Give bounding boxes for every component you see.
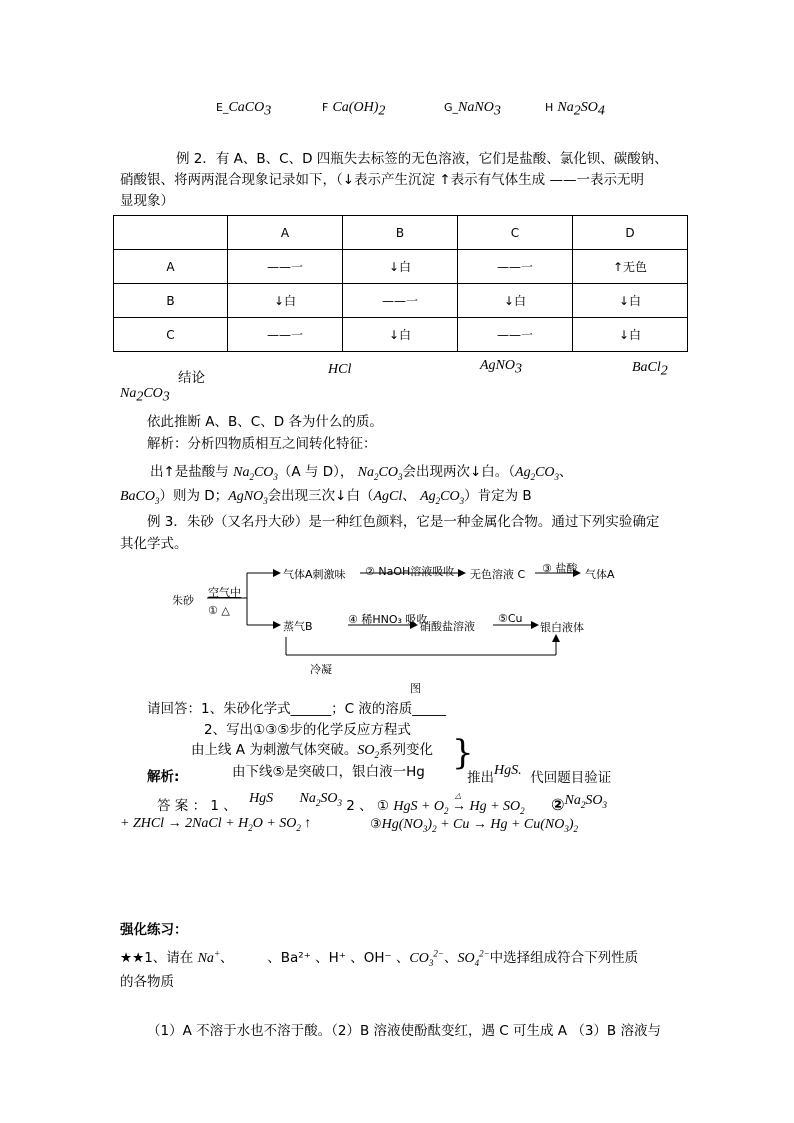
label-g: G_ (444, 101, 459, 114)
formula-caoh2: Ca(OH) (332, 100, 379, 115)
example3-line1: 例 3．朱砂（又名丹大砂）是一种红色颜料，它是一种金属化合物。通过下列实验确定 (147, 514, 660, 530)
flow-air: 空气中 (208, 586, 241, 599)
table-cell: ↓白 (343, 318, 458, 352)
flow-step4: ④ 稀HNO₃ 吸收 (348, 613, 428, 626)
table-cell: A (114, 250, 228, 284)
flow-gas-a: 气体A刺激味 (283, 568, 346, 581)
table-cell: ↓白 (573, 284, 688, 318)
hint-infer: 推出HgS. 代回题目验证 (467, 763, 612, 786)
table-cell: ——一 (228, 250, 343, 284)
flow-gas-a2: 气体A (585, 568, 615, 581)
hint-line1: 由上线 A 为刺激气体突破。$SO_2$系列变化 (191, 742, 433, 760)
table-cell: B (114, 284, 228, 318)
label-f: F (322, 101, 329, 114)
table-cell: ↓白 (573, 318, 688, 352)
table-cell: ——一 (458, 250, 573, 284)
flow-nitrate: 硝酸盐溶液 (420, 620, 475, 633)
analysis-line2: BaCO$_3$）则为 D；AgNO$_3$会出现三次↓白（AgCl、 $Ag_2CO_3$）肯定为 B (120, 488, 532, 506)
flow-liquid: 银白液体 (540, 621, 584, 634)
conclusion-hcl: HCl (328, 362, 352, 377)
mixing-table (113, 215, 688, 352)
table-cell: ——一 (228, 318, 343, 352)
flow-sol-c: 无色溶液 C (470, 568, 526, 581)
table-cell: ——一 (343, 284, 458, 318)
hint-label: 解析: (147, 769, 180, 785)
flow-step5: ⑤Cu (498, 612, 523, 625)
table-row (114, 318, 688, 352)
table-row (114, 250, 688, 284)
formula-nano3: NaNO (458, 100, 494, 115)
analysis-line1: 出↑是盐酸与 $Na_2CO_3(A$ 与 D）， $Na_2CO_3$会出现两次↓白。（$Ag_2CO_3$、 (150, 464, 573, 482)
flow-step2: ② NaOH溶液吸收 (365, 565, 455, 578)
flow-start: 朱砂 (172, 594, 194, 607)
header-cell (114, 216, 228, 250)
example3-line2: 其化学式。 (120, 536, 188, 552)
conclusion-na2co3: $Na_2CO_3$ (120, 386, 170, 405)
example2-line3: 显现象） (120, 193, 174, 209)
table-cell: ↓白 (458, 284, 573, 318)
flow-vapor-b: 蒸气B (283, 620, 313, 633)
answer-h: H $Na_2SO_4$ (545, 100, 605, 119)
conclusion-bacl2: BaCl$_2$ (632, 360, 668, 379)
analysis-title: 解析：分析四物质相互之间转化特征： (147, 436, 377, 452)
formula-na2so4: Na (557, 100, 574, 115)
table-row (114, 284, 688, 318)
table-cell: ↓白 (228, 284, 343, 318)
answer-f: F $Ca(OH)_2$ (322, 100, 386, 119)
example2-line2: 硝酸银、将两两混合现象记录如下，（↓表示产生沉淀 ↑表示有气体生成 ——一表示无明 (120, 172, 644, 188)
header-cell: D (573, 216, 688, 250)
practice-item1-cond: （1）A 不溶于水也不溶于酸。（2）B 溶液使酚酞变红，遇 C 可生成 A （3）B 溶液与 (147, 1023, 661, 1039)
brace-icon: } (452, 733, 474, 773)
table-header-row (114, 216, 688, 250)
header-cell: B (343, 216, 458, 250)
conclusion-label: 结论 (178, 370, 205, 386)
practice-item1-cont: 的各物质 (120, 974, 174, 990)
label-h: H (545, 101, 554, 114)
example3-q2: 2、写出①③⑤步的化学反应方程式 (204, 722, 411, 738)
conclusion-agno3: AgNO$_3$ (480, 358, 522, 377)
table-cell: ↑无色 (573, 250, 688, 284)
flow-step1: ① △ (208, 604, 230, 617)
hint-line2: 由下线⑤是突破口，银白液一Hg (232, 764, 425, 780)
flow-step3: ③ 盐酸 (542, 562, 578, 575)
flow-caption: 图 (410, 682, 421, 695)
header-cell: C (458, 216, 573, 250)
table-cell: C (114, 318, 228, 352)
example2-line1: 例 2．有 A、B、C、D 四瓶失去标签的无色溶液，它们是盐酸、氯化钡、碳酸钠、 (176, 151, 668, 167)
answer-g: G_NaNO$_3$ (444, 100, 501, 119)
example2-question: 依此推断 A、B、C、D 各为什么的质。 (147, 414, 383, 430)
practice-item1: ★★1、请在 Na+、 、Ba²⁺ 、H⁺ 、OH⁻ 、$CO_3^{2-}$、$SO_4^{2-}$中选择组成符合下列性质 (120, 948, 639, 968)
practice-title: 强化练习： (120, 922, 188, 938)
table-cell: ↓白 (343, 250, 458, 284)
answer-line2: + ZHCl → 2NaCl + $H_2O + SO_2$ ↑ (120, 816, 312, 833)
formula-caco3: CaCO (228, 100, 265, 115)
answer-line1: 答 案 ： 1 、 HgS $Na_2SO_3$ 2 、 ① HgS + $O_2$ → △ $Hg + SO_2$ $②Na_2SO_3$ (157, 791, 607, 816)
header-cell: A (228, 216, 343, 250)
example3-q1: 请回答：1、朱砂化学式______；C 液的溶质_____ (147, 701, 447, 717)
flow-condense: 冷凝 (310, 663, 332, 676)
table-cell: ——一 (458, 318, 573, 352)
label-e: E_ (216, 101, 229, 114)
answer-line3: $③Hg(NO_3)_2 + Cu \to Hg + Cu(NO_3)_2$ (370, 817, 579, 834)
answer-e: E_CaCO$_3$ (216, 100, 272, 119)
